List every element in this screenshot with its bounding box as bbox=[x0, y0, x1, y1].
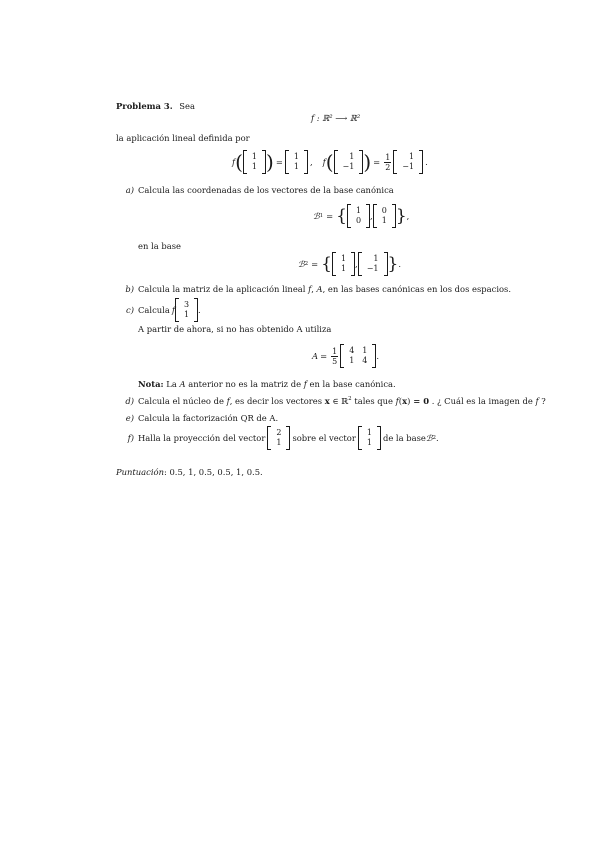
basis-b1: ℬ 1 = { 1 0 , 0 1 } , bbox=[313, 204, 409, 228]
fraction-half: $\frac{1}{2}$ bbox=[385, 152, 391, 172]
problem-title: Problema 3. bbox=[116, 101, 173, 111]
vector-fv2: 1 −1 bbox=[393, 150, 423, 174]
vector-v1: 1 1 bbox=[243, 150, 266, 174]
matrix-A: A = $\frac{1}{5}$ 4 1 1 4 . bbox=[312, 344, 379, 368]
item-b: b) Calcula la matriz de la aplicación lineal f, A, en las bases canónicas en los dos espacios. bbox=[125, 284, 512, 294]
map-definition: f : ℝ² ⟶ ℝ² bbox=[311, 113, 361, 123]
item-a-label: a) bbox=[125, 185, 134, 195]
item-f: f) Halla la proyección del vector 2 1 sobre el vector 1 1 de la base ℬ 2 . bbox=[116, 426, 439, 450]
item-d: d) Calcula el núcleo de f, es decir los vectores x ∈ ℝ$^2$ tales que f(x) = 0 . ¿ Cuál es la imagen de f ? bbox=[125, 396, 546, 406]
f-symbol: f bbox=[232, 157, 236, 167]
paren-open: ( bbox=[235, 150, 243, 174]
in-base-text: en la base bbox=[138, 241, 181, 251]
problem-intro: Sea bbox=[179, 101, 195, 111]
linear-map-text: la aplicación lineal definida por bbox=[116, 133, 250, 143]
vector-fv1: 1 1 bbox=[285, 150, 308, 174]
after-c-text: A partir de ahora, si no has obtenido A utiliza bbox=[138, 324, 332, 334]
item-a bbox=[116, 185, 394, 195]
basis-b2: ℬ 2 = { 1 1 , 1 −1 } . bbox=[298, 252, 401, 276]
scoring: Puntuación: 0.5, 1, 0.5, 0.5, 1, 0.5. bbox=[116, 467, 263, 477]
problem-header bbox=[116, 101, 195, 111]
item-c: c) Calcula f 3 1 . bbox=[116, 298, 201, 322]
f-definition-equation: f ( 1 1 ) = 1 1 , f ( 1 −1 ) = $\frac{1}{2}$ 1 −1 . bbox=[232, 150, 428, 174]
item-a-text: Calcula las coordenadas de los vectores de la base canónica bbox=[138, 185, 394, 195]
vector-c: 3 1 bbox=[175, 298, 198, 322]
vector-v2: 1 −1 bbox=[334, 150, 364, 174]
note: Nota: La A anterior no es la matriz de f en la base canónica. bbox=[138, 379, 396, 389]
item-e: e) Calcula la factorización QR de A. bbox=[125, 413, 279, 423]
